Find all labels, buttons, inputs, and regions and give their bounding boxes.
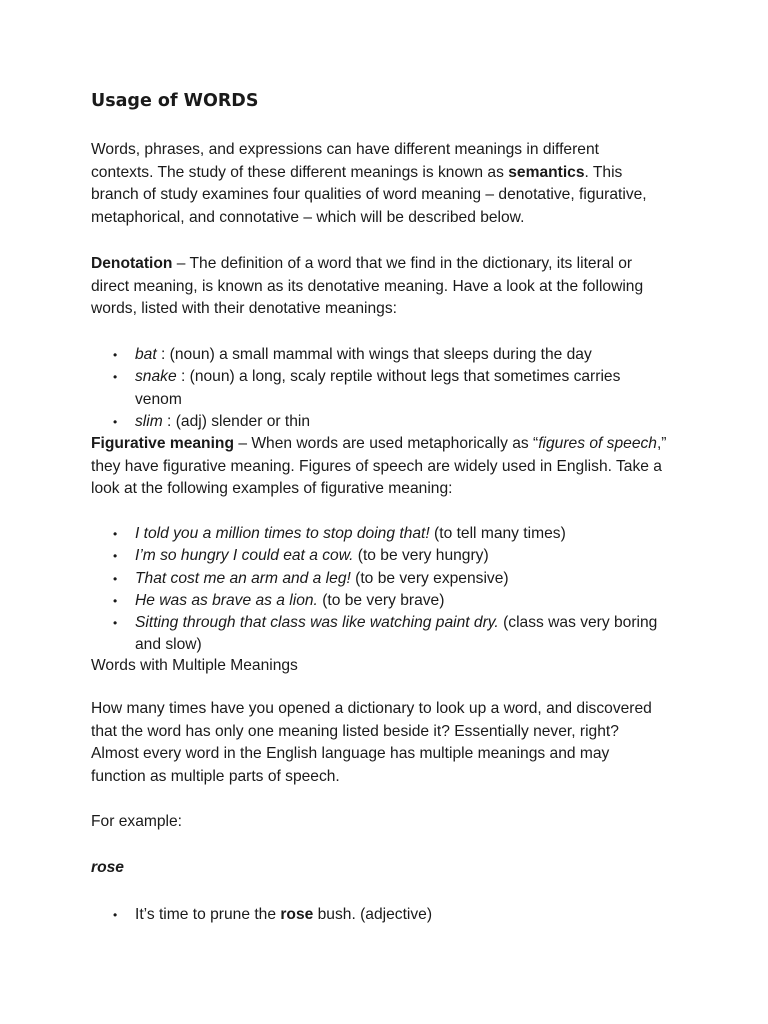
bullet-icon: • [113, 549, 118, 564]
figurative-list [91, 523, 691, 657]
list-item: • He was as brave as a lion. (to be very brave) [91, 590, 691, 612]
list-item: • I’m so hungry I could eat a cow. (to be very hungry) [91, 545, 691, 567]
bullet-icon: • [113, 348, 118, 362]
intro-line: Words, phrases, and expressions can have different meanings in different [91, 141, 599, 158]
intro-line: metaphorical, and connotative – which will be described below. [91, 208, 525, 226]
intro-line: branch of study examines four qualities of word meaning – denotative, figurative, [91, 186, 647, 203]
list-item: • Sitting through that class was like watching paint dry. (class was very boring and slow) [113, 614, 658, 654]
bullet-icon: • [113, 616, 118, 631]
list-item: • It’s time to prune the rose bush. (adjective) [91, 904, 691, 926]
bullet-icon: • [113, 414, 118, 429]
figurative-paragraph: Figurative meaning – When words are used metaphorically as “figures of speech,” they have figurative meaning. Figures of speech are widely used in English. Take a look at the following examples of figurative meaning: [91, 435, 667, 497]
figurative-term: Figurative meaning [91, 435, 234, 452]
page-title: Usage of WORDS [91, 91, 259, 111]
list-item: • I told you a million times to stop doing that! (to tell many times) [91, 523, 691, 545]
semantics-term: semantics [508, 163, 585, 181]
bullet-icon: • [113, 370, 118, 385]
list-item: • bat : (noun) a small mammal with wings that sleeps during the day [91, 344, 691, 366]
denotation-list [91, 344, 691, 433]
denotation-paragraph: Denotation – The definition of a word that we find in the dictionary, its literal or direct meaning, is known as its denotative meaning. Have a look at the following words, listed with their denotative meanings: [91, 255, 644, 317]
bullet-icon: • [113, 571, 118, 586]
intro-line: contexts. The study of these different meanings is known as semantics. This [91, 163, 623, 181]
rose-list [91, 904, 691, 926]
list-item: • snake : (noun) a long, scaly reptile without legs that sometimes carries venom [113, 368, 621, 408]
denotation-term: Denotation [91, 255, 173, 272]
intro-paragraph [91, 139, 681, 229]
multiple-meanings-paragraph: How many times have you opened a dictionary to look up a word, and discovered that the word has only one meaning listed beside it? Essentially never, right? Almost every word in the English language has multiple meanings and may function as multiple parts of speech. [91, 700, 652, 785]
bullet-icon: • [113, 908, 118, 922]
multiple-meanings-heading: Words with Multiple Meanings [91, 657, 298, 674]
bullet-icon: • [113, 593, 118, 608]
for-example-label: For example: [91, 813, 182, 830]
list-item: • slim : (adj) slender or thin [91, 411, 691, 433]
list-item: • That cost me an arm and a leg! (to be very expensive) [91, 568, 691, 590]
bullet-icon: • [113, 527, 118, 541]
rose-term: rose [91, 859, 124, 876]
